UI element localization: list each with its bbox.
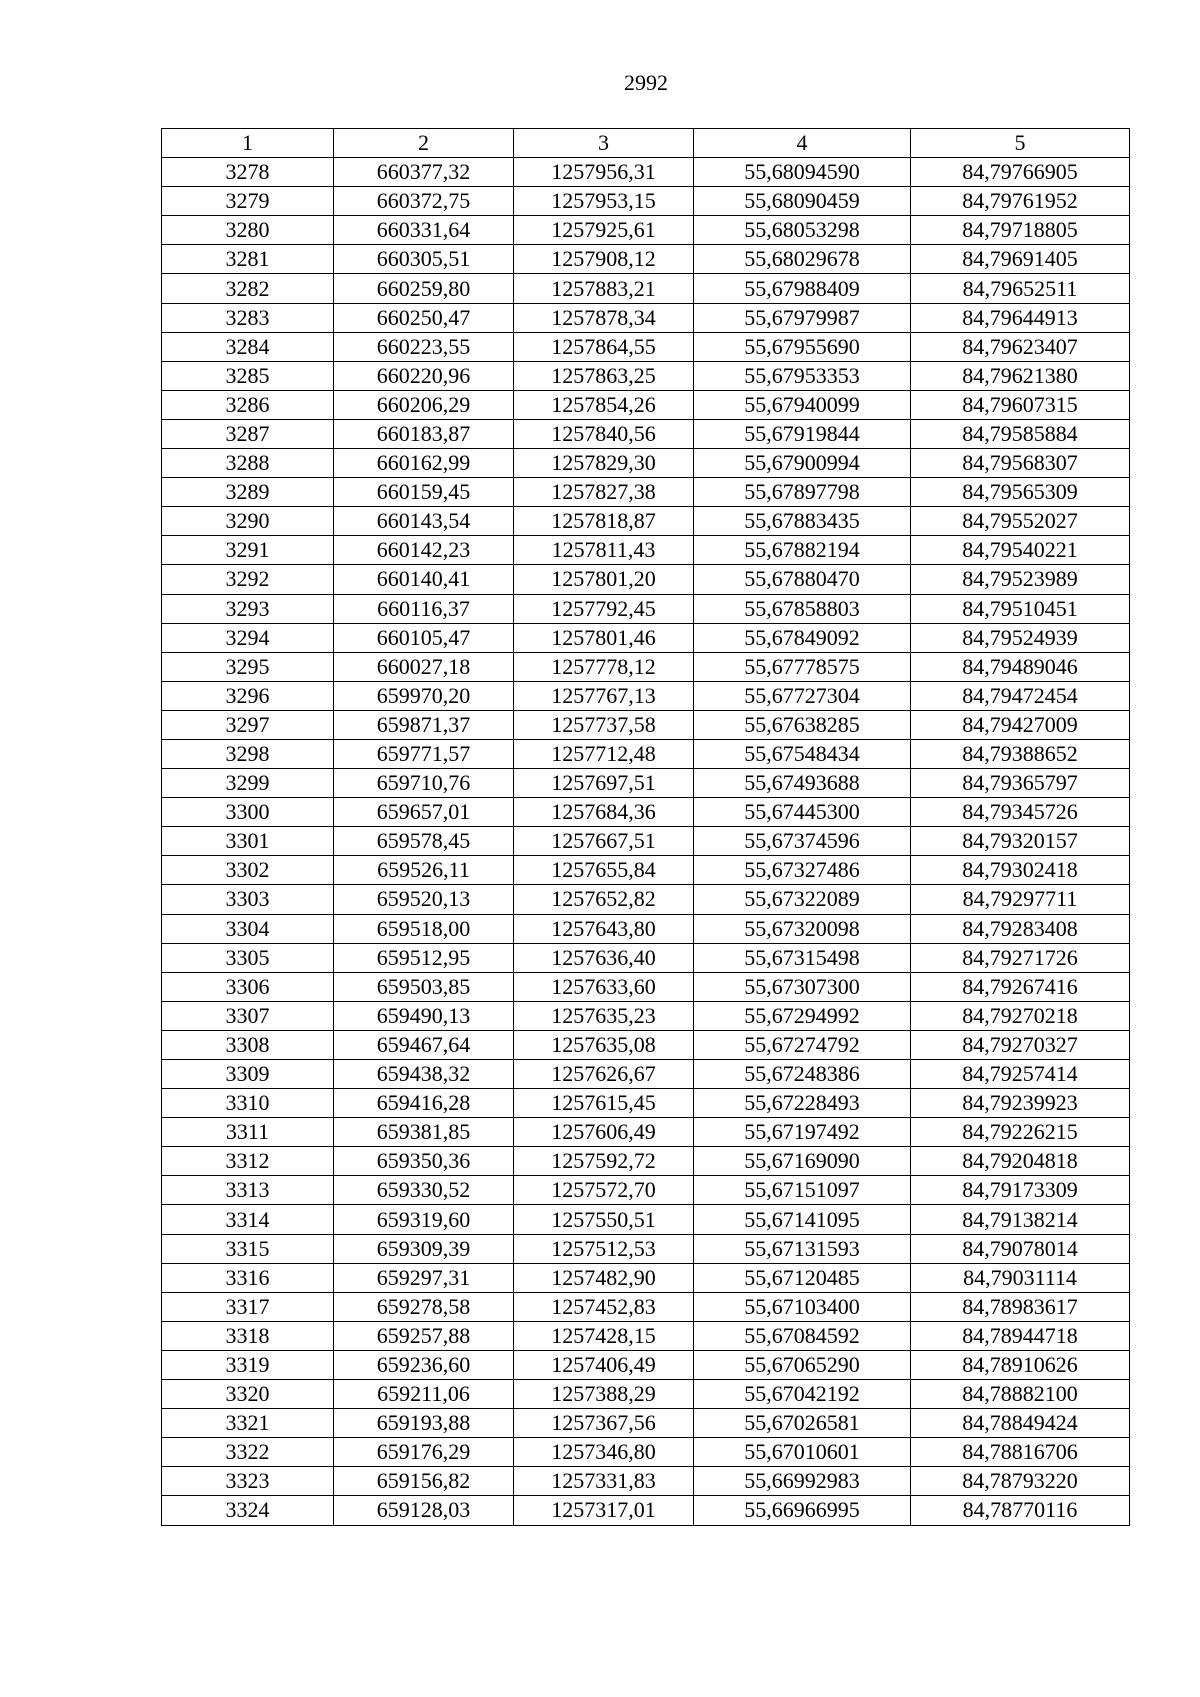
column-header: 5 (911, 129, 1130, 158)
column-header: 1 (162, 129, 334, 158)
table-row (162, 972, 1130, 1001)
table-row (162, 390, 1130, 419)
table-cell: 659257,88 (334, 1321, 514, 1350)
table-cell: 84,79427009 (911, 710, 1130, 739)
coordinates-table (161, 128, 1130, 1526)
table-cell: 3299 (162, 769, 334, 798)
table-cell: 1257635,23 (514, 1001, 694, 1030)
table-cell: 1257606,49 (514, 1118, 694, 1147)
table-cell: 55,67315498 (694, 943, 911, 972)
column-header: 2 (334, 129, 514, 158)
table-cell: 55,67103400 (694, 1292, 911, 1321)
table-row (162, 1147, 1130, 1176)
table-cell: 3291 (162, 536, 334, 565)
table-cell: 55,67169090 (694, 1147, 911, 1176)
table-cell: 1257636,40 (514, 943, 694, 972)
table-cell: 84,79585884 (911, 419, 1130, 448)
table-cell: 1257388,29 (514, 1380, 694, 1409)
table-cell: 3280 (162, 216, 334, 245)
table-row (162, 1321, 1130, 1350)
table-cell: 84,79365797 (911, 769, 1130, 798)
table-cell: 3297 (162, 710, 334, 739)
table-cell: 84,79345726 (911, 798, 1130, 827)
table-row (162, 1496, 1130, 1525)
table-cell: 660250,47 (334, 303, 514, 332)
table-cell: 84,78882100 (911, 1380, 1130, 1409)
table-cell: 1257827,38 (514, 478, 694, 507)
table-row (162, 710, 1130, 739)
table-cell: 84,79388652 (911, 739, 1130, 768)
table-cell: 660331,64 (334, 216, 514, 245)
table-cell: 55,67940099 (694, 390, 911, 419)
table-row (162, 943, 1130, 972)
table-cell: 659330,52 (334, 1176, 514, 1205)
table-cell: 3287 (162, 419, 334, 448)
table-row (162, 274, 1130, 303)
table-cell: 659297,31 (334, 1263, 514, 1292)
table-cell: 3303 (162, 885, 334, 914)
table-cell: 55,68094590 (694, 158, 911, 187)
table-cell: 84,79270327 (911, 1030, 1130, 1059)
table-row (162, 769, 1130, 798)
table-cell: 659520,13 (334, 885, 514, 914)
table-cell: 660259,80 (334, 274, 514, 303)
table-cell: 3294 (162, 623, 334, 652)
table-cell: 659193,88 (334, 1409, 514, 1438)
table-cell: 660105,47 (334, 623, 514, 652)
table-cell: 3302 (162, 856, 334, 885)
table-cell: 660206,29 (334, 390, 514, 419)
table-cell: 3314 (162, 1205, 334, 1234)
table-cell: 1257684,36 (514, 798, 694, 827)
table-cell: 55,67953353 (694, 361, 911, 390)
table-cell: 55,67849092 (694, 623, 911, 652)
table-row (162, 885, 1130, 914)
table-row (162, 1234, 1130, 1263)
table-row (162, 681, 1130, 710)
table-cell: 660305,51 (334, 245, 514, 274)
table-cell: 3324 (162, 1496, 334, 1525)
table-row (162, 1380, 1130, 1409)
table-cell: 1257818,87 (514, 507, 694, 536)
table-cell: 660116,37 (334, 594, 514, 623)
table-row (162, 739, 1130, 768)
table-body (162, 158, 1130, 1525)
table-cell: 3315 (162, 1234, 334, 1263)
table-cell: 84,78849424 (911, 1409, 1130, 1438)
table-cell: 84,79472454 (911, 681, 1130, 710)
table-cell: 84,79607315 (911, 390, 1130, 419)
table-row (162, 1409, 1130, 1438)
table-cell: 3305 (162, 943, 334, 972)
table-cell: 3300 (162, 798, 334, 827)
table-cell: 3295 (162, 652, 334, 681)
table-cell: 660220,96 (334, 361, 514, 390)
table-row (162, 1263, 1130, 1292)
table-cell: 659657,01 (334, 798, 514, 827)
table-cell: 55,67042192 (694, 1380, 911, 1409)
table-cell: 84,79766905 (911, 158, 1130, 187)
table-cell: 3320 (162, 1380, 334, 1409)
table-cell: 55,67248386 (694, 1060, 911, 1089)
table-cell: 55,67880470 (694, 565, 911, 594)
table-cell: 1257908,12 (514, 245, 694, 274)
table-cell: 3313 (162, 1176, 334, 1205)
table-cell: 660142,23 (334, 536, 514, 565)
table-cell: 3310 (162, 1089, 334, 1118)
table-cell: 55,67228493 (694, 1089, 911, 1118)
table-cell: 1257792,45 (514, 594, 694, 623)
table-cell: 84,79540221 (911, 536, 1130, 565)
table-cell: 1257883,21 (514, 274, 694, 303)
table-cell: 3284 (162, 332, 334, 361)
table-cell: 659156,82 (334, 1467, 514, 1496)
table-row (162, 187, 1130, 216)
table-cell: 84,79552027 (911, 507, 1130, 536)
table-cell: 660140,41 (334, 565, 514, 594)
table-cell: 3319 (162, 1350, 334, 1379)
table-cell: 1257667,51 (514, 827, 694, 856)
table-cell: 659970,20 (334, 681, 514, 710)
table-cell: 1257925,61 (514, 216, 694, 245)
table-cell: 84,79565309 (911, 478, 1130, 507)
table-cell: 659416,28 (334, 1089, 514, 1118)
table-row (162, 507, 1130, 536)
table-cell: 55,67919844 (694, 419, 911, 448)
table-cell: 55,67320098 (694, 914, 911, 943)
table-cell: 84,79621380 (911, 361, 1130, 390)
table-row (162, 478, 1130, 507)
table-row (162, 361, 1130, 390)
table-cell: 55,67955690 (694, 332, 911, 361)
table-cell: 84,78770116 (911, 1496, 1130, 1525)
table-cell: 3281 (162, 245, 334, 274)
table-cell: 659526,11 (334, 856, 514, 885)
table-cell: 55,67151097 (694, 1176, 911, 1205)
table-cell: 1257572,70 (514, 1176, 694, 1205)
table-cell: 55,67307300 (694, 972, 911, 1001)
table-cell: 659350,36 (334, 1147, 514, 1176)
table-cell: 659710,76 (334, 769, 514, 798)
table-cell: 84,79523989 (911, 565, 1130, 594)
table-cell: 84,79138214 (911, 1205, 1130, 1234)
table-row (162, 1001, 1130, 1030)
table-cell: 659578,45 (334, 827, 514, 856)
table-cell: 3298 (162, 739, 334, 768)
table-cell: 660183,87 (334, 419, 514, 448)
table-cell: 1257854,26 (514, 390, 694, 419)
table-cell: 1257863,25 (514, 361, 694, 390)
table-cell: 659438,32 (334, 1060, 514, 1089)
table-cell: 1257635,08 (514, 1030, 694, 1059)
table-row (162, 158, 1130, 187)
table-cell: 1257512,53 (514, 1234, 694, 1263)
table-cell: 3278 (162, 158, 334, 187)
table-cell: 55,67882194 (694, 536, 911, 565)
table-cell: 1257697,51 (514, 769, 694, 798)
table-cell: 84,79524939 (911, 623, 1130, 652)
table-cell: 84,79718805 (911, 216, 1130, 245)
table-row (162, 1467, 1130, 1496)
table-cell: 659771,57 (334, 739, 514, 768)
table-cell: 84,79267416 (911, 972, 1130, 1001)
table-cell: 1257712,48 (514, 739, 694, 768)
table-cell: 55,67979987 (694, 303, 911, 332)
table-cell: 55,68029678 (694, 245, 911, 274)
table-cell: 84,79302418 (911, 856, 1130, 885)
table-cell: 55,67858803 (694, 594, 911, 623)
table-cell: 1257778,12 (514, 652, 694, 681)
table-row (162, 1350, 1130, 1379)
table-cell: 3301 (162, 827, 334, 856)
table-cell: 659503,85 (334, 972, 514, 1001)
table-cell: 1257615,45 (514, 1089, 694, 1118)
table-cell: 84,79078014 (911, 1234, 1130, 1263)
table-cell: 1257953,15 (514, 187, 694, 216)
table-cell: 84,78910626 (911, 1350, 1130, 1379)
table-cell: 659278,58 (334, 1292, 514, 1321)
table-cell: 3318 (162, 1321, 334, 1350)
table-cell: 55,67988409 (694, 274, 911, 303)
table-cell: 660027,18 (334, 652, 514, 681)
table-cell: 55,67141095 (694, 1205, 911, 1234)
table-cell: 3304 (162, 914, 334, 943)
table-cell: 55,67294992 (694, 1001, 911, 1030)
table-cell: 659512,95 (334, 943, 514, 972)
column-header: 4 (694, 129, 911, 158)
table-cell: 55,66966995 (694, 1496, 911, 1525)
table-cell: 1257643,80 (514, 914, 694, 943)
table-cell: 55,67727304 (694, 681, 911, 710)
table-cell: 3311 (162, 1118, 334, 1147)
table-cell: 84,79031114 (911, 1263, 1130, 1292)
table-cell: 55,66992983 (694, 1467, 911, 1496)
table-row (162, 798, 1130, 827)
table-cell: 1257864,55 (514, 332, 694, 361)
table-cell: 84,79510451 (911, 594, 1130, 623)
table-row (162, 623, 1130, 652)
table-row (162, 914, 1130, 943)
table-cell: 55,67638285 (694, 710, 911, 739)
table-row (162, 332, 1130, 361)
table-cell: 659211,06 (334, 1380, 514, 1409)
table-cell: 84,79644913 (911, 303, 1130, 332)
table-row (162, 1205, 1130, 1234)
table-header-row (162, 129, 1130, 158)
table-cell: 84,79489046 (911, 652, 1130, 681)
table-cell: 55,67883435 (694, 507, 911, 536)
table-row (162, 1176, 1130, 1205)
table-cell: 659518,00 (334, 914, 514, 943)
table-cell: 659381,85 (334, 1118, 514, 1147)
table-cell: 3307 (162, 1001, 334, 1030)
table-row (162, 216, 1130, 245)
table-cell: 55,68053298 (694, 216, 911, 245)
table-cell: 55,67327486 (694, 856, 911, 885)
table-cell: 55,67493688 (694, 769, 911, 798)
table-cell: 3321 (162, 1409, 334, 1438)
table-row (162, 1438, 1130, 1467)
table-cell: 660162,99 (334, 449, 514, 478)
table-cell: 3283 (162, 303, 334, 332)
table-cell: 55,67026581 (694, 1409, 911, 1438)
table-cell: 84,79623407 (911, 332, 1130, 361)
table-cell: 1257829,30 (514, 449, 694, 478)
table-cell: 1257482,90 (514, 1263, 694, 1292)
table-cell: 659319,60 (334, 1205, 514, 1234)
table-cell: 1257592,72 (514, 1147, 694, 1176)
table-cell: 84,79271726 (911, 943, 1130, 972)
table-cell: 55,68090459 (694, 187, 911, 216)
table-cell: 1257737,58 (514, 710, 694, 739)
table-cell: 55,67274792 (694, 1030, 911, 1059)
table-cell: 55,67084592 (694, 1321, 911, 1350)
table-row (162, 1292, 1130, 1321)
table-cell: 3279 (162, 187, 334, 216)
table-cell: 3316 (162, 1263, 334, 1292)
table-cell: 3322 (162, 1438, 334, 1467)
table-cell: 84,78983617 (911, 1292, 1130, 1321)
table-cell: 3308 (162, 1030, 334, 1059)
table-cell: 660159,45 (334, 478, 514, 507)
table-row (162, 827, 1130, 856)
table-cell: 84,79204818 (911, 1147, 1130, 1176)
table-cell: 659490,13 (334, 1001, 514, 1030)
table-cell: 3317 (162, 1292, 334, 1321)
table-cell: 84,79761952 (911, 187, 1130, 216)
table-cell: 55,67445300 (694, 798, 911, 827)
table-cell: 1257346,80 (514, 1438, 694, 1467)
table-cell: 659236,60 (334, 1350, 514, 1379)
table-cell: 55,67131593 (694, 1234, 911, 1263)
table-cell: 55,67120485 (694, 1263, 911, 1292)
table-cell: 1257317,01 (514, 1496, 694, 1525)
table-cell: 84,79568307 (911, 449, 1130, 478)
table-cell: 3309 (162, 1060, 334, 1089)
table-cell: 1257801,20 (514, 565, 694, 594)
table-cell: 3323 (162, 1467, 334, 1496)
table-cell: 84,79257414 (911, 1060, 1130, 1089)
table-row (162, 245, 1130, 274)
table-cell: 55,67900994 (694, 449, 911, 478)
table-cell: 3288 (162, 449, 334, 478)
table-cell: 659871,37 (334, 710, 514, 739)
table-cell: 1257956,31 (514, 158, 694, 187)
table-cell: 3286 (162, 390, 334, 419)
table-cell: 1257811,43 (514, 536, 694, 565)
table-cell: 84,78816706 (911, 1438, 1130, 1467)
table-cell: 1257331,83 (514, 1467, 694, 1496)
table-cell: 55,67374596 (694, 827, 911, 856)
table-cell: 1257626,67 (514, 1060, 694, 1089)
table-cell: 1257840,56 (514, 419, 694, 448)
table-cell: 84,78944718 (911, 1321, 1130, 1350)
table-cell: 1257428,15 (514, 1321, 694, 1350)
table-cell: 84,79320157 (911, 827, 1130, 856)
table-row (162, 1060, 1130, 1089)
table-cell: 55,67897798 (694, 478, 911, 507)
table-cell: 84,79173309 (911, 1176, 1130, 1205)
table-cell: 1257367,56 (514, 1409, 694, 1438)
table-cell: 1257452,83 (514, 1292, 694, 1321)
table-cell: 84,79283408 (911, 914, 1130, 943)
table-cell: 84,79691405 (911, 245, 1130, 274)
table-cell: 3296 (162, 681, 334, 710)
table-row (162, 594, 1130, 623)
table-row (162, 419, 1130, 448)
table-cell: 1257878,34 (514, 303, 694, 332)
table-cell: 660223,55 (334, 332, 514, 361)
table-cell: 55,67065290 (694, 1350, 911, 1379)
table-cell: 3289 (162, 478, 334, 507)
table-row (162, 303, 1130, 332)
table-cell: 660372,75 (334, 187, 514, 216)
table-cell: 84,79270218 (911, 1001, 1130, 1030)
table-row (162, 1089, 1130, 1118)
table-cell: 1257652,82 (514, 885, 694, 914)
table-cell: 3285 (162, 361, 334, 390)
table-cell: 3312 (162, 1147, 334, 1176)
table-cell: 84,79226215 (911, 1118, 1130, 1147)
table-cell: 660143,54 (334, 507, 514, 536)
table-cell: 1257550,51 (514, 1205, 694, 1234)
table-cell: 84,79652511 (911, 274, 1130, 303)
table-cell: 55,67322089 (694, 885, 911, 914)
table-cell: 1257801,46 (514, 623, 694, 652)
table-row (162, 449, 1130, 478)
table-row (162, 856, 1130, 885)
table-cell: 55,67548434 (694, 739, 911, 768)
table-row (162, 536, 1130, 565)
table-cell: 55,67778575 (694, 652, 911, 681)
table-cell: 1257655,84 (514, 856, 694, 885)
table-row (162, 1030, 1130, 1059)
table-row (162, 565, 1130, 594)
table-cell: 55,67197492 (694, 1118, 911, 1147)
table-cell: 659467,64 (334, 1030, 514, 1059)
table-row (162, 652, 1130, 681)
table-cell: 3293 (162, 594, 334, 623)
page-number: 2992 (624, 70, 668, 95)
table-cell: 659309,39 (334, 1234, 514, 1263)
table-cell: 3282 (162, 274, 334, 303)
table-cell: 55,67010601 (694, 1438, 911, 1467)
table-cell: 84,79239923 (911, 1089, 1130, 1118)
table-cell: 3306 (162, 972, 334, 1001)
table-cell: 660377,32 (334, 158, 514, 187)
table-cell: 84,79297711 (911, 885, 1130, 914)
table-cell: 659176,29 (334, 1438, 514, 1467)
table-cell: 1257767,13 (514, 681, 694, 710)
table-cell: 1257406,49 (514, 1350, 694, 1379)
table-cell: 84,78793220 (911, 1467, 1130, 1496)
table-cell: 659128,03 (334, 1496, 514, 1525)
table-row (162, 1118, 1130, 1147)
table-cell: 1257633,60 (514, 972, 694, 1001)
table-cell: 3290 (162, 507, 334, 536)
column-header: 3 (514, 129, 694, 158)
table-cell: 3292 (162, 565, 334, 594)
